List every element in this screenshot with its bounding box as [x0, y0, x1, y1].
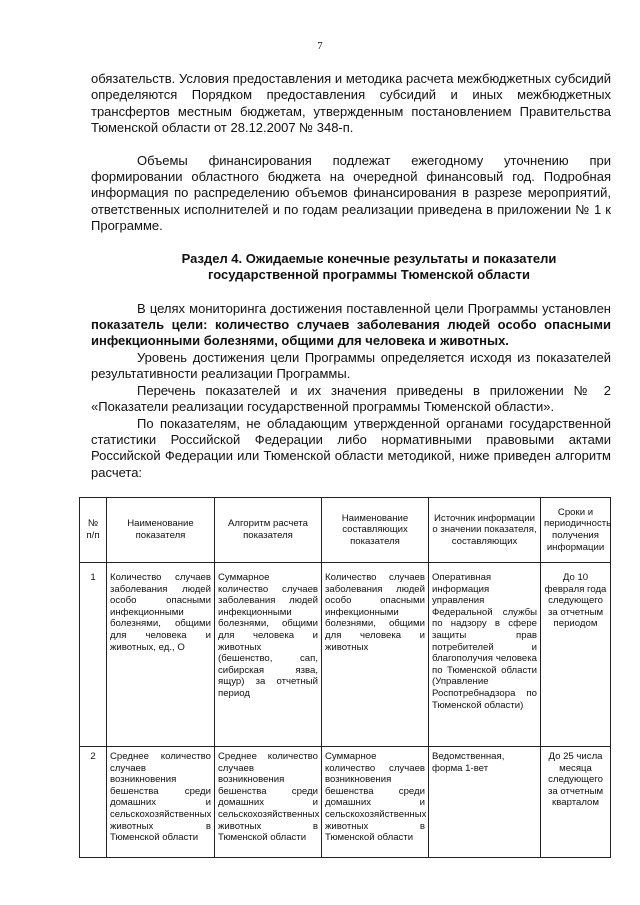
indicators-table: [79, 497, 611, 858]
section-heading: [91, 251, 611, 283]
table-header-row: [80, 498, 611, 563]
cell-source: Ведомственная, форма 1-вет: [429, 747, 541, 858]
page-number: 7: [317, 40, 323, 52]
paragraph-algorithm-intro: По показателям, не обладающим утвержденной органами государственной статистики Российской Федерации либо нормативными правовыми актами Российской Федерации или Тюменской области методикой, ниже приведен алгоритм расчета:: [91, 415, 611, 480]
goal-lead-text: В целях мониторинга достижения поставленной цели Программы установлен: [137, 300, 611, 316]
header-name: Наименование показателя: [107, 498, 215, 563]
goal-indicator-bold: показатель цели: количество случаев заболевания людей особо опасными инфекционными болезнями, общими для человека и животных.: [91, 317, 611, 349]
cell-algorithm: Суммарное количество случаев заболевания людей инфекционными болезнями, общими для человека и животных (бешенство, сап, сибирская язва, ящур) за отчетный период: [215, 563, 322, 747]
paragraph-budget-transfers: обязательств. Условия предоставления и методика расчета межбюджетных субсидий определяются Порядком предоставления субсидий и иных межбюджетных трансфертов местным бюджетам, утвержденным постановлением Правительства Тюменской области от 28.12.2007 № 348-п.: [91, 71, 611, 136]
section-heading-line2: государственной программы Тюменской области: [208, 266, 530, 282]
cell-name: Среднее количество случаев возникновения бешенства среди домашних и сельскохозяйственных животных в Тюменской области: [107, 747, 215, 858]
cell-source: Оперативная информация управления Федеральной службы по надзору в сфере защиты прав потребителей и благополучия человека по Тюменской области (Управление Роспотребнадзора по Тюменской области): [429, 563, 541, 747]
cell-period: До 10 февраля года следующего за отчетным периодом: [541, 563, 611, 747]
paragraph-indicator-list: Перечень показателей и их значения приведены в приложении № 2 «Показатели реализации государственной программы Тюменской области».: [91, 382, 611, 415]
section-heading-line1: Раздел 4. Ожидаемые конечные результаты и показатели: [181, 250, 557, 266]
cell-period: До 25 числа месяца следующего за отчетным кварталом: [541, 747, 611, 858]
header-period: Сроки и периодичность получения информации: [541, 498, 611, 563]
paragraph-financing: Объемы финансирования подлежат ежегодному уточнению при формировании областного бюджета на очередной финансовый год. Подробная информация по распределению объемов финансирования в разрезе мероприятий, ответственных исполнителей и по годам реализации приведена в приложении № 1 к Программе.: [91, 152, 611, 234]
cell-algorithm: Среднее количество случаев возникновения бешенства среди домашних и сельскохозяйственных животных в Тюменской области: [215, 747, 322, 858]
header-components: Наименование составляющих показателя: [322, 498, 429, 563]
header-algorithm: Алгоритм расчета показателя: [215, 498, 322, 563]
cell-components: Суммарное количество случаев возникновения бешенства среди домашних и сельскохозяйственных животных в Тюменской области: [322, 747, 429, 858]
cell-num: 2: [80, 747, 107, 858]
cell-num: 1: [80, 563, 107, 747]
paragraph-goal-indicator: [91, 301, 611, 350]
header-num: № п/п: [80, 498, 107, 563]
paragraph-goal-level: Уровень достижения цели Программы определяется исходя из показателей результативности реализации Программы.: [91, 349, 611, 382]
table-row: [80, 563, 611, 747]
document-body: [91, 71, 611, 481]
cell-name: Количество случаев заболевания людей особо опасными инфекционными болезнями, общими для человека и животных, ед., О: [107, 563, 215, 747]
header-source: Источник информации о значении показателя, составляющих: [429, 498, 541, 563]
cell-components: Количество случаев заболевания людей особо опасными инфекционными болезнями, общими для человека и животных: [322, 563, 429, 747]
table-row: [80, 747, 611, 858]
